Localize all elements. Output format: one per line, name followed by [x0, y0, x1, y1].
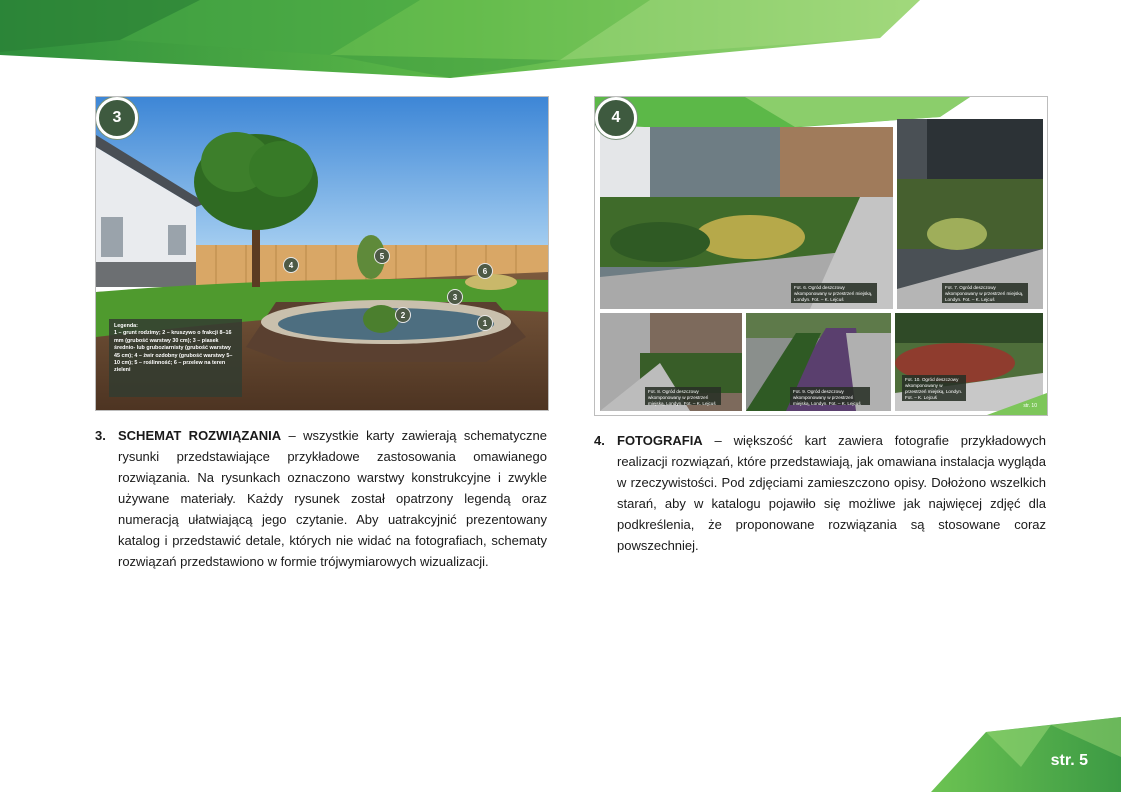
figure-number-badge: 4 — [595, 97, 637, 139]
bottom-banner — [931, 717, 1121, 792]
section-3-description — [95, 425, 547, 572]
top-banner — [0, 0, 1121, 90]
legend-title: Legenda: — [114, 323, 138, 329]
figure-number-badge: 3 — [96, 97, 138, 139]
scheme-figure — [95, 96, 549, 411]
scheme-legend — [109, 319, 242, 397]
photo-8-caption: Fot. 8. Ogród deszczowy wkomponowany w przestrzeń miejską, Londyn. Fot. – K. Lejcuś — [645, 387, 721, 405]
legend-marker-6: 6 — [477, 263, 493, 279]
photo-7 — [897, 119, 1043, 309]
section-4-description — [594, 430, 1046, 556]
photo-page-preview — [594, 96, 1048, 416]
page-number: str. 5 — [1050, 752, 1088, 769]
section-number: 4. — [594, 433, 605, 448]
legend-text: 1 – grunt rodzimy; 2 – kruszywo o frakcji 8–16 mm (grubość warstwy 30 cm); 3 – piasek średnio- lub gruboziarnisty (grubość warstwy 45 cm); 4 – żwir ozdobny (grubość warstwy 5–10 cm); 5 – roślinność; 6 – przelew na teren zieleni — [114, 330, 233, 374]
section-text: – większość kart zawiera fotografie przykładowych realizacji rozwiązań, które przedstawiają, jak omawiana instalacja wygląda w rzeczywistości. Pod zdjęciami zamieszczono opisy. Dołożono wszelkich starań, aby w katalogu pojawiło się możliwe jak najwięcej zdjęć dla podkreślenia, że proponowane rozwiązania są stosowane coraz powszechniej. — [617, 433, 1046, 553]
legend-marker-2: 2 — [395, 307, 411, 323]
preview-page-number: str. 10 — [1023, 403, 1037, 409]
section-heading: FOTOGRAFIA — [617, 433, 703, 448]
photo-9-caption: Fot. 9. Ogród deszczowy wkomponowany w przestrzeń miejską, Londyn. Fot. – K. Lejcuś — [790, 387, 870, 405]
section-heading: SCHEMAT ROZWIĄZANIA — [118, 428, 282, 443]
photo-6 — [600, 127, 893, 309]
section-text: – wszystkie karty zawierają schematyczne rysunki przedstawiające przykładowe zastosowania omawianego rozwiązania. Na rysunkach oznaczono warstwy konstrukcyjne i zwykle używane materiały. Każdy rysunek został opatrzony legendą oraz numeracją ułatwiającą jego czytanie. Aby uatrakcyjnić prezentowany katalog i przedstawić detale, których nie widać na fotografiach, schematy rozwiązań przedstawiono w formie trójwymiarowych wizualizacji. — [118, 428, 547, 569]
legend-marker-3: 3 — [447, 289, 463, 305]
photo-7-caption: Fot. 7. Ogród deszczowy wkomponowany w przestrzeń miejską, Londyn. Fot. – K. Lejcuś — [942, 283, 1028, 303]
legend-marker-1: 1 — [477, 315, 493, 331]
preview-corner-banner — [967, 385, 1047, 415]
legend-marker-4: 4 — [283, 257, 299, 273]
photo-6-caption: Fot. 6. Ogród deszczowy wkomponowany w przestrzeń miejską, Londyn. Fot. – K. Lejcuś — [791, 283, 877, 303]
section-number: 3. — [95, 428, 106, 443]
photo-10-caption: Fot. 10. Ogród deszczowy wkomponowany w przestrzeń miejską, Londyn. Fot. – K. Lejcuś — [902, 375, 966, 401]
legend-marker-5: 5 — [374, 248, 390, 264]
